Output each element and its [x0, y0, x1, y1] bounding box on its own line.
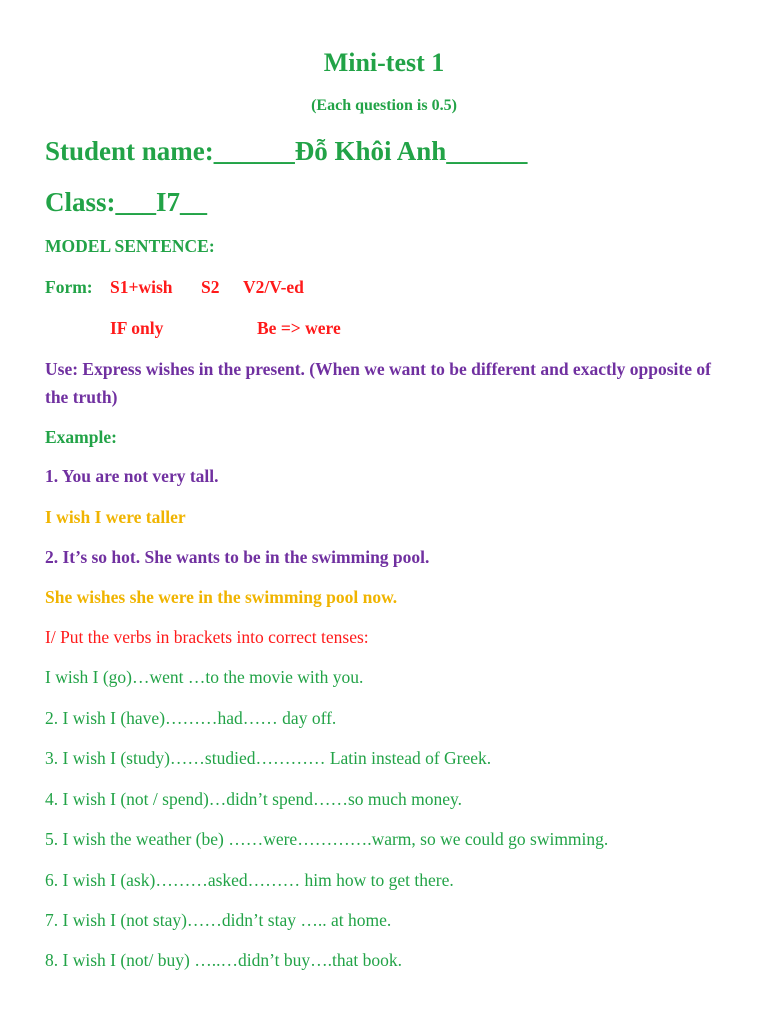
- student-name-line: Student name:______Đỗ Khôi Anh______: [45, 136, 528, 166]
- model-sentence-heading: MODEL SENTENCE:: [45, 236, 215, 256]
- exercise-instruction: I/ Put the verbs in brackets into correct tenses:: [45, 627, 369, 647]
- form-verb: V2/V-ed: [243, 277, 304, 297]
- page-subtitle: (Each question is 0.5): [311, 97, 457, 114]
- if-only-label: IF only: [110, 318, 164, 338]
- exercise-item: 2. I wish I (have)………had…… day off.: [45, 708, 337, 728]
- form-label: Form:: [45, 277, 93, 297]
- exercise-item: 3. I wish I (study)……studied………… Latin instead of Greek.: [45, 748, 492, 768]
- exercise-item: 7. I wish I (not stay)……didn’t stay ….. at home.: [45, 910, 392, 930]
- page-title: Mini-test 1: [323, 48, 445, 77]
- form-s1: S1+wish: [110, 277, 173, 297]
- use-paragraph: Use: Express wishes in the present. (When we want to be different and exactly opposite of the truth): [45, 359, 711, 407]
- be-were-label: Be => were: [257, 318, 341, 338]
- example-2-prompt: 2. It’s so hot. She wants to be in the swimming pool.: [45, 547, 430, 567]
- example-1-prompt: 1. You are not very tall.: [45, 466, 219, 486]
- example-label: Example:: [45, 427, 117, 447]
- exercise-item: 6. I wish I (ask)………asked……… him how to get there.: [45, 870, 454, 890]
- exercise-item: 5. I wish the weather (be) ……were………….warm, so we could go swimming.: [45, 829, 609, 849]
- example-1-answer: I wish I were taller: [45, 507, 186, 527]
- exercise-item: 8. I wish I (not/ buy) …..…didn’t buy….that book.: [45, 950, 402, 970]
- exercise-item: I wish I (go)…went …to the movie with you.: [45, 667, 364, 687]
- class-line: Class:___I7__: [45, 187, 208, 217]
- form-s2: S2: [201, 277, 220, 297]
- example-2-answer: She wishes she were in the swimming pool now.: [45, 587, 398, 607]
- exercise-item: 4. I wish I (not / spend)…didn’t spend……so much money.: [45, 789, 463, 809]
